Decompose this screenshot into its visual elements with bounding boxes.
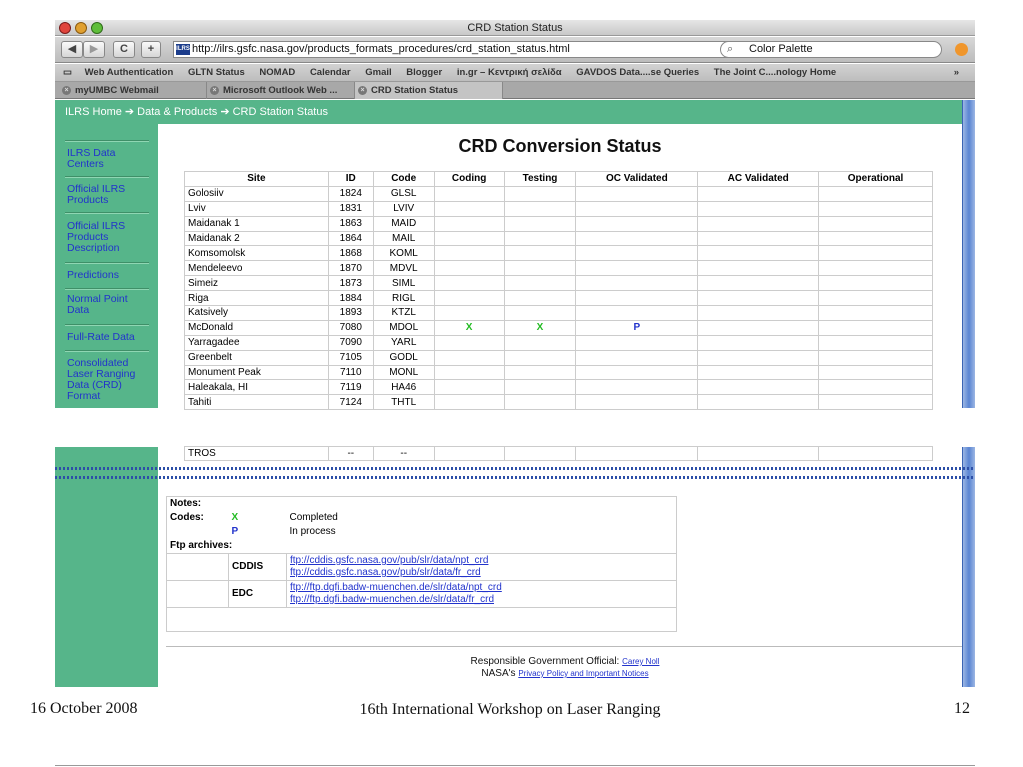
table-row	[185, 276, 933, 291]
operational-cell	[819, 350, 933, 365]
status-cell	[819, 447, 933, 461]
footer-divider	[166, 646, 962, 647]
oc-validated-cell	[576, 350, 698, 365]
id-cell: 1831	[328, 201, 373, 216]
id-cell: 1893	[328, 306, 373, 321]
forward-button[interactable]	[83, 41, 105, 58]
testing-cell	[504, 261, 576, 276]
oc-validated-cell	[576, 216, 698, 231]
site-cell: Simeiz	[185, 276, 329, 291]
ac-validated-cell	[698, 276, 819, 291]
code-cell: MDVL	[373, 261, 434, 276]
table-row	[185, 261, 933, 276]
coding-cell	[434, 201, 504, 216]
oc-validated-cell	[576, 261, 698, 276]
site-cell: Lviv	[185, 201, 329, 216]
search-icon: ⌕	[727, 43, 734, 55]
testing-cell	[504, 335, 576, 350]
tab-bar	[55, 82, 975, 99]
page-break-divider	[55, 476, 975, 479]
official-label: Responsible Government Official:	[470, 656, 620, 667]
id-cell: 1873	[328, 276, 373, 291]
browser-toolbar	[55, 37, 975, 63]
coding-cell	[434, 186, 504, 201]
testing-cell	[504, 246, 576, 261]
column-header: ID	[328, 172, 373, 187]
testing-cell	[504, 201, 576, 216]
bookmark-item[interactable]: Gmail	[365, 67, 392, 78]
ac-validated-cell	[698, 306, 819, 321]
code-cell: KOML	[373, 246, 434, 261]
coding-cell	[434, 246, 504, 261]
id-cell: 7124	[328, 395, 373, 410]
coding-cell	[434, 380, 504, 395]
add-bookmark-button[interactable]	[141, 41, 161, 58]
tab-label: Microsoft Outlook Web ...	[223, 85, 338, 96]
ac-validated-cell	[698, 201, 819, 216]
tab-outlook[interactable]	[207, 82, 355, 99]
oc-validated-cell	[576, 306, 698, 321]
site-cell: Monument Peak	[185, 365, 329, 380]
slide-page-number: 12	[954, 700, 970, 717]
reload-button[interactable]	[113, 41, 135, 58]
sidebar-divider	[65, 350, 149, 352]
ac-validated-cell	[698, 246, 819, 261]
column-header: Operational	[819, 172, 933, 187]
ac-validated-cell	[698, 186, 819, 201]
search-text: Color Palette	[749, 43, 813, 55]
coding-cell	[434, 261, 504, 276]
testing-cell	[504, 276, 576, 291]
official-name-link[interactable]: Carey Noll	[622, 657, 660, 666]
book-icon[interactable]: ▭	[63, 67, 72, 78]
ac-validated-cell	[698, 335, 819, 350]
table-row	[185, 231, 933, 246]
operational-cell	[819, 201, 933, 216]
notes-table	[166, 496, 677, 632]
close-tab-icon[interactable]: ×	[210, 86, 219, 95]
id-cell: 1868	[328, 246, 373, 261]
ftp-archives-label: Ftp archives:	[170, 540, 233, 551]
id-cell: 1884	[328, 291, 373, 306]
table-row	[185, 216, 933, 231]
site-cell: TROS	[185, 447, 329, 461]
testing-cell	[504, 306, 576, 321]
completed-symbol: X	[231, 512, 239, 523]
url-text: http://ilrs.gsfc.nasa.gov/products_formats_procedures/crd_station_status.html	[192, 43, 570, 55]
table-row	[185, 350, 933, 365]
coding-cell: X	[434, 320, 504, 335]
bookmark-item[interactable]: Web Authentication	[84, 67, 174, 78]
sidebar-item-data-centers[interactable]: ILRS Data Centers	[67, 147, 116, 170]
sidebar	[55, 124, 158, 408]
back-button[interactable]	[61, 41, 83, 58]
ac-validated-cell	[698, 365, 819, 380]
table-row	[185, 320, 933, 335]
snapback-icon[interactable]	[955, 43, 968, 56]
coding-cell	[434, 216, 504, 231]
coding-cell	[434, 306, 504, 321]
table-row	[185, 335, 933, 350]
cddis-npt-link[interactable]: ftp://cddis.gsfc.nasa.gov/pub/slr/data/npt_crd	[290, 555, 489, 566]
oc-validated-cell	[576, 380, 698, 395]
oc-validated-cell	[576, 335, 698, 350]
sidebar-item-crd-format[interactable]: Consolidated Laser Ranging Data (CRD) Format	[67, 357, 136, 402]
site-cell: Golosiiv	[185, 186, 329, 201]
table-row	[185, 186, 933, 201]
sidebar-continued	[55, 447, 158, 687]
operational-cell	[819, 320, 933, 335]
tab-label: CRD Station Status	[371, 85, 459, 96]
sidebar-item-products-description[interactable]: Official ILRS Products Description	[67, 220, 126, 254]
table-row	[185, 291, 933, 306]
zoom-window-button[interactable]	[91, 22, 103, 34]
forward-icon: ▶	[89, 43, 99, 55]
oc-validated-cell	[576, 276, 698, 291]
codes-label: Codes:	[170, 512, 204, 523]
close-window-button[interactable]	[59, 22, 71, 34]
oc-validated-cell	[576, 291, 698, 306]
plus-icon: +	[147, 43, 155, 55]
id-cell: --	[328, 447, 373, 461]
oc-validated-cell	[576, 201, 698, 216]
nasa-label: NASA's	[481, 668, 516, 679]
testing-cell	[504, 380, 576, 395]
column-header: AC Validated	[698, 172, 819, 187]
bookmark-item[interactable]: The Joint C....nology Home	[713, 67, 837, 78]
more-bookmarks-icon[interactable]: »	[953, 67, 959, 78]
ac-validated-cell	[698, 231, 819, 246]
operational-cell	[819, 395, 933, 410]
operational-cell	[819, 291, 933, 306]
site-cell: Komsomolsk	[185, 246, 329, 261]
site-cell: Greenbelt	[185, 350, 329, 365]
id-cell: 7110	[328, 365, 373, 380]
code-cell: MAIL	[373, 231, 434, 246]
close-tab-icon[interactable]: ×	[62, 86, 71, 95]
site-cell: Haleakala, HI	[185, 380, 329, 395]
tab-label: myUMBC Webmail	[75, 85, 159, 96]
code-cell: KTZL	[373, 306, 434, 321]
bookmarks-bar	[55, 64, 975, 82]
scrollbar[interactable]	[962, 100, 975, 408]
site-cell: Maidanak 2	[185, 231, 329, 246]
sidebar-item-official-products[interactable]: Official ILRS Products	[67, 183, 126, 206]
tab-webmail[interactable]	[59, 82, 207, 99]
page-footer	[330, 656, 800, 680]
search-field[interactable]	[720, 41, 942, 58]
station-status-table	[184, 171, 933, 410]
table-row	[185, 365, 933, 380]
table-row	[185, 246, 933, 261]
id-cell: 7080	[328, 320, 373, 335]
back-icon: ◀	[67, 43, 77, 55]
window-title-bar	[55, 20, 975, 36]
operational-cell	[819, 380, 933, 395]
oc-validated-cell	[576, 246, 698, 261]
ac-validated-cell	[698, 380, 819, 395]
bookmark-item[interactable]: NOMAD	[259, 67, 296, 78]
bookmark-item[interactable]: GLTN Status	[187, 67, 245, 78]
slide-conference: 16th International Workshop on Laser Ranging	[359, 701, 661, 718]
code-cell: RIGL	[373, 291, 434, 306]
site-favicon-icon: ILRS	[176, 44, 190, 55]
sidebar-divider	[65, 288, 149, 290]
testing-cell	[504, 216, 576, 231]
oc-validated-cell	[576, 365, 698, 380]
site-cell: Mendeleevo	[185, 261, 329, 276]
testing-cell	[504, 350, 576, 365]
column-header: Coding	[434, 172, 504, 187]
table-row	[185, 395, 933, 410]
coding-cell	[434, 231, 504, 246]
window-title: CRD Station Status	[467, 22, 563, 34]
column-header: OC Validated	[576, 172, 698, 187]
bookmark-item[interactable]: GAVDOS Data....se Queries	[576, 67, 700, 78]
code-cell: MAID	[373, 216, 434, 231]
site-cell: Riga	[185, 291, 329, 306]
page-title: CRD Conversion Status	[458, 136, 662, 156]
testing-cell	[504, 231, 576, 246]
scrollbar[interactable]	[962, 447, 975, 687]
id-cell: 7090	[328, 335, 373, 350]
site-cell: McDonald	[185, 320, 329, 335]
site-cell: Maidanak 1	[185, 216, 329, 231]
oc-validated-cell	[576, 231, 698, 246]
notes-title: Notes:	[170, 498, 202, 509]
id-cell: 1824	[328, 186, 373, 201]
cddis-label: CDDIS	[229, 554, 287, 581]
in-process-meaning: In process	[289, 526, 336, 537]
sidebar-divider	[65, 212, 149, 214]
site-cell: Katsively	[185, 306, 329, 321]
edc-label: EDC	[229, 581, 287, 608]
testing-cell	[504, 395, 576, 410]
ac-validated-cell	[698, 216, 819, 231]
site-cell: Yarragadee	[185, 335, 329, 350]
code-cell: YARL	[373, 335, 434, 350]
code-cell: GLSL	[373, 186, 434, 201]
operational-cell	[819, 261, 933, 276]
id-cell: 1864	[328, 231, 373, 246]
testing-cell	[504, 365, 576, 380]
sidebar-item-normal-point-data[interactable]: Normal Point Data	[67, 293, 128, 316]
status-cell	[434, 447, 504, 461]
operational-cell	[819, 186, 933, 201]
id-cell: 7105	[328, 350, 373, 365]
coding-cell	[434, 291, 504, 306]
sidebar-divider	[65, 176, 149, 178]
coding-cell	[434, 365, 504, 380]
testing-cell	[504, 186, 576, 201]
column-header: Site	[185, 172, 329, 187]
breadcrumb[interactable]: ILRS Home ➔ Data & Products ➔ CRD Station Status	[55, 100, 965, 124]
station-status-table-continued	[184, 446, 933, 461]
code-cell: THTL	[373, 395, 434, 410]
site-cell: Tahiti	[185, 395, 329, 410]
slide-bottom-line	[55, 765, 975, 766]
code-cell: GODL	[373, 350, 434, 365]
operational-cell	[819, 335, 933, 350]
operational-cell	[819, 365, 933, 380]
operational-cell	[819, 246, 933, 261]
table-row	[185, 306, 933, 321]
table-row	[185, 447, 933, 461]
in-process-symbol: P	[231, 526, 239, 537]
address-bar[interactable]	[173, 41, 768, 58]
status-cell	[698, 447, 819, 461]
sidebar-divider	[65, 262, 149, 264]
slide-date: 16 October 2008	[30, 700, 138, 717]
id-cell: 1863	[328, 216, 373, 231]
id-cell: 7119	[328, 380, 373, 395]
close-tab-icon[interactable]: ×	[358, 86, 367, 95]
coding-cell	[434, 350, 504, 365]
ac-validated-cell	[698, 320, 819, 335]
minimize-window-button[interactable]	[75, 22, 87, 34]
coding-cell	[434, 335, 504, 350]
operational-cell	[819, 306, 933, 321]
sidebar-divider	[65, 324, 149, 326]
coding-cell	[434, 276, 504, 291]
tab-crd-station-status[interactable]	[355, 82, 503, 99]
code-cell: LVIV	[373, 201, 434, 216]
column-header: Testing	[504, 172, 576, 187]
testing-cell	[504, 291, 576, 306]
oc-validated-cell	[576, 395, 698, 410]
id-cell: 1870	[328, 261, 373, 276]
ac-validated-cell	[698, 350, 819, 365]
bookmark-item[interactable]: Calendar	[309, 67, 351, 78]
sidebar-item-predictions[interactable]: Predictions	[67, 269, 119, 281]
status-cell	[504, 447, 576, 461]
testing-cell: X	[504, 320, 576, 335]
table-row	[185, 380, 933, 395]
operational-cell	[819, 216, 933, 231]
bookmark-item[interactable]: Blogger	[406, 67, 443, 78]
code-cell: --	[373, 447, 434, 461]
ac-validated-cell	[698, 261, 819, 276]
code-cell: HA46	[373, 380, 434, 395]
code-cell: MDOL	[373, 320, 434, 335]
page-break-divider	[55, 467, 975, 470]
table-header-row	[185, 172, 933, 187]
coding-cell	[434, 395, 504, 410]
ac-validated-cell	[698, 395, 819, 410]
cddis-fr-link[interactable]: ftp://cddis.gsfc.nasa.gov/pub/slr/data/fr_crd	[290, 567, 481, 578]
privacy-policy-link[interactable]: Privacy Policy and Important Notices	[518, 669, 649, 678]
column-header: Code	[373, 172, 434, 187]
completed-meaning: Completed	[289, 512, 338, 523]
edc-npt-link[interactable]: ftp://ftp.dgfi.badw-muenchen.de/slr/data/npt_crd	[290, 582, 502, 593]
operational-cell	[819, 231, 933, 246]
table-row	[185, 201, 933, 216]
edc-fr-link[interactable]: ftp://ftp.dgfi.badw-muenchen.de/slr/data/fr_crd	[290, 594, 494, 605]
sidebar-item-full-rate-data[interactable]: Full-Rate Data	[67, 331, 135, 343]
ac-validated-cell	[698, 291, 819, 306]
bookmark-item[interactable]: in.gr – Κεντρική σελίδα	[456, 67, 562, 78]
status-cell	[576, 447, 698, 461]
operational-cell	[819, 276, 933, 291]
reload-icon: C	[120, 43, 128, 55]
oc-validated-cell	[576, 186, 698, 201]
code-cell: SIML	[373, 276, 434, 291]
oc-validated-cell: P	[576, 320, 698, 335]
sidebar-divider	[65, 140, 149, 142]
code-cell: MONL	[373, 365, 434, 380]
